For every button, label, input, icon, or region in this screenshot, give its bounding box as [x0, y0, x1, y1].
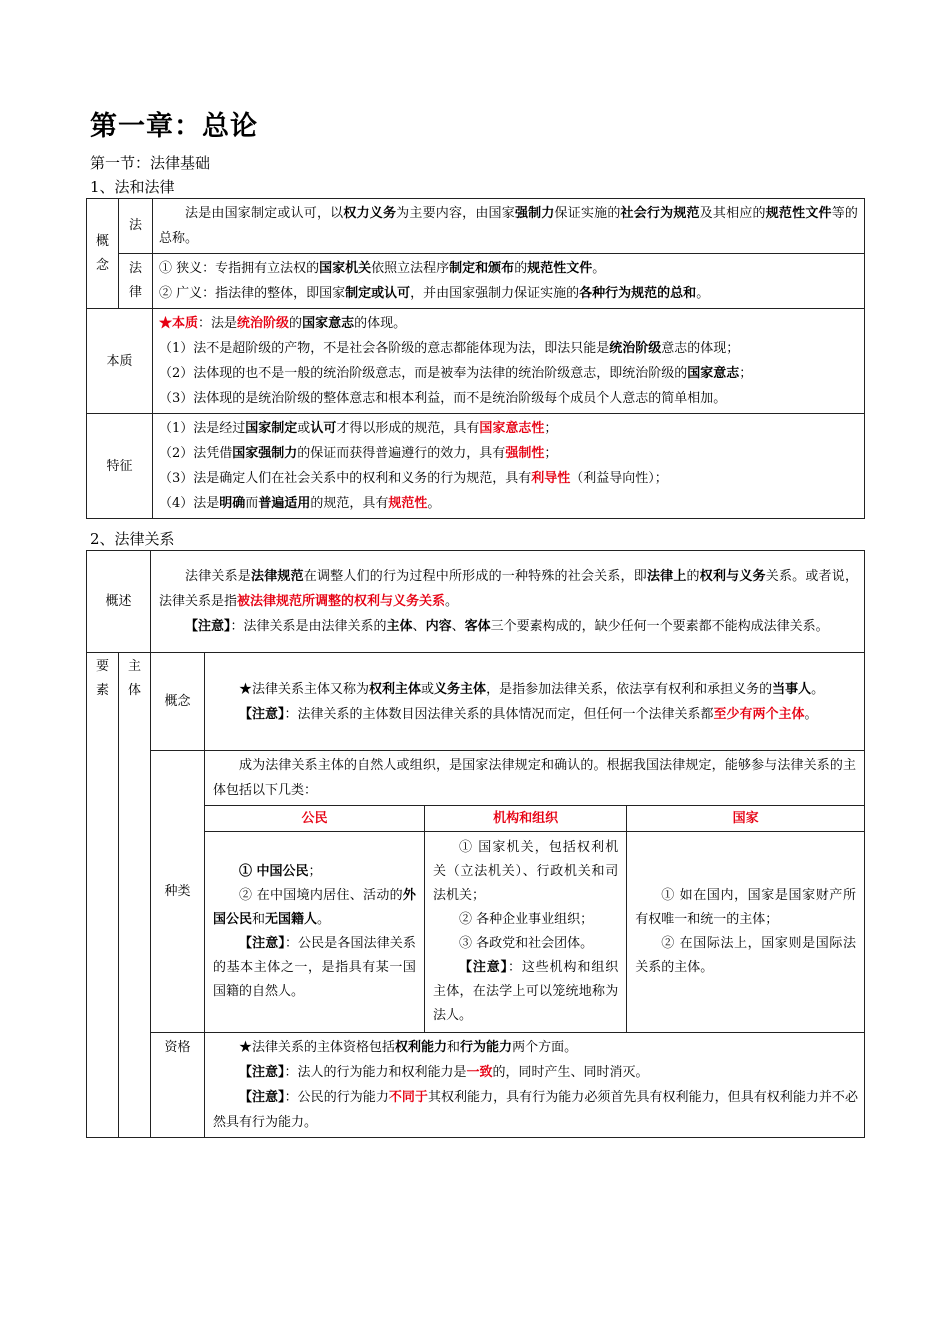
fa-definition: 法是由国家制定或认可，以权力义务为主要内容，由国家强制力保证实施的社会行为规范及其相应的规范性文件等的总称。: [153, 199, 865, 254]
subject-label: 主体: [119, 653, 151, 1138]
subject-qual-label: 资格: [151, 1033, 205, 1138]
kind-intro: 成为法律关系主体的自然人或组织，是国家法律规定和确认的。根据我国法律规定，能够参与法律关系的主体包括以下几类：: [213, 758, 856, 798]
section-title: 第一节：法律基础: [90, 154, 211, 172]
kind-header-state: 国家: [627, 806, 864, 832]
subject-concept-label: 概念: [151, 653, 205, 751]
feature-content: （1）法是经过国家制定或认可才得以形成的规范，具有国家意志性； （2）法凭借国家强制力的保证而获得普遍遵行的效力，具有强制性； （3）法是确定人们在社会关系中的权利和义务的行为规范，具有利导性（利益导向性）； （4）法是明确而普遍适用的规范，具有规范性。: [153, 414, 865, 519]
law-table: [86, 198, 865, 519]
overview-content: 法律关系是法律规范在调整人们的行为过程中所形成的一种特殊的社会关系，即法律上的权利与义务关系。或者说，法律关系是指被法律规范所调整的权利与义务关系。 【注意】：法律关系是由法律关系的主体、内容、客体三个要素构成的，缺少任何一个要素都不能构成法律关系。: [151, 551, 865, 653]
kind-state-cell: ① 如在国内，国家是国家财产所有权唯一和统一的主体； ② 在国际法上，国家则是国际法关系的主体。: [627, 832, 864, 1032]
chapter-title: 第一章：总论: [90, 111, 258, 142]
essence-label: 本质: [87, 309, 153, 414]
fa-label: 法: [119, 199, 153, 254]
subject-qual-content: ★法律关系的主体资格包括权利能力和行为能力两个方面。 【注意】：法人的行为能力和权利能力是一致的，同时产生、同时消灭。 【注意】：公民的行为能力不同于其权利能力，具有行为能力必须首先具有权利能力，但具有权利能力并不必然具有行为能力。: [205, 1033, 865, 1138]
kind-header-citizen: 公民: [205, 806, 424, 832]
subject-concept-content: ★法律关系主体又称为权利主体或义务主体，是指参加法律关系，依法享有权利和承担义务的当事人。 【注意】：法律关系的主体数目因法律关系的具体情况而定，但任何一个法律关系都至少有两个主体。: [205, 653, 865, 751]
falv-definition: [153, 254, 865, 309]
subsection-title-relation: 2、法律关系: [90, 530, 175, 548]
subject-kind-content: [205, 751, 865, 1033]
kind-org-cell: ① 国家机关，包括权利机关（立法机关）、行政机关和司法机关； ② 各种企业事业组织； ③ 各政党和社会团体。 【注意】：这些机构和组织主体，在法学上可以笼统地称为法人。: [424, 832, 626, 1032]
relation-table: [86, 550, 865, 1138]
essence-content: ★本质：法是统治阶级的国家意志的体现。 （1）法不是超阶级的产物，不是社会各阶级的意志都能体现为法，即法只能是统治阶级意志的体现； （2）法体现的也不是一般的统治阶级意志，而是被奉为法律的统治阶级意志，即统治阶级的国家意志； （3）法体现的是统治阶级的整体意志和根本利益，而不是统治阶级每个成员个人意志的简单相加。: [153, 309, 865, 414]
falv-broad: ② 广义：指法律的整体，即国家制定或认可，并由国家强制力保证实施的各种行为规范的总和。: [159, 286, 710, 301]
element-label: 要素: [87, 653, 119, 1138]
kind-header-org: 机构和组织: [424, 806, 626, 832]
subject-kind-label: 种类: [151, 751, 205, 1033]
kind-subtable: [205, 805, 864, 1032]
subsection-title-law: 1、法和法律: [90, 178, 175, 196]
feature-label: 特征: [87, 414, 153, 519]
falv-label: 法律: [119, 254, 153, 309]
kind-citizen-cell: ① 中国公民； ② 在中国境内居住、活动的外国公民和无国籍人。 【注意】：公民是各国法律关系的基本主体之一，是指具有某一国国籍的自然人。: [205, 832, 424, 1032]
concept-label: 概念: [87, 199, 119, 309]
falv-narrow: ① 狭义：专指拥有立法权的国家机关依照立法程序制定和颁布的规范性文件。: [159, 261, 606, 276]
overview-label: 概述: [87, 551, 151, 653]
